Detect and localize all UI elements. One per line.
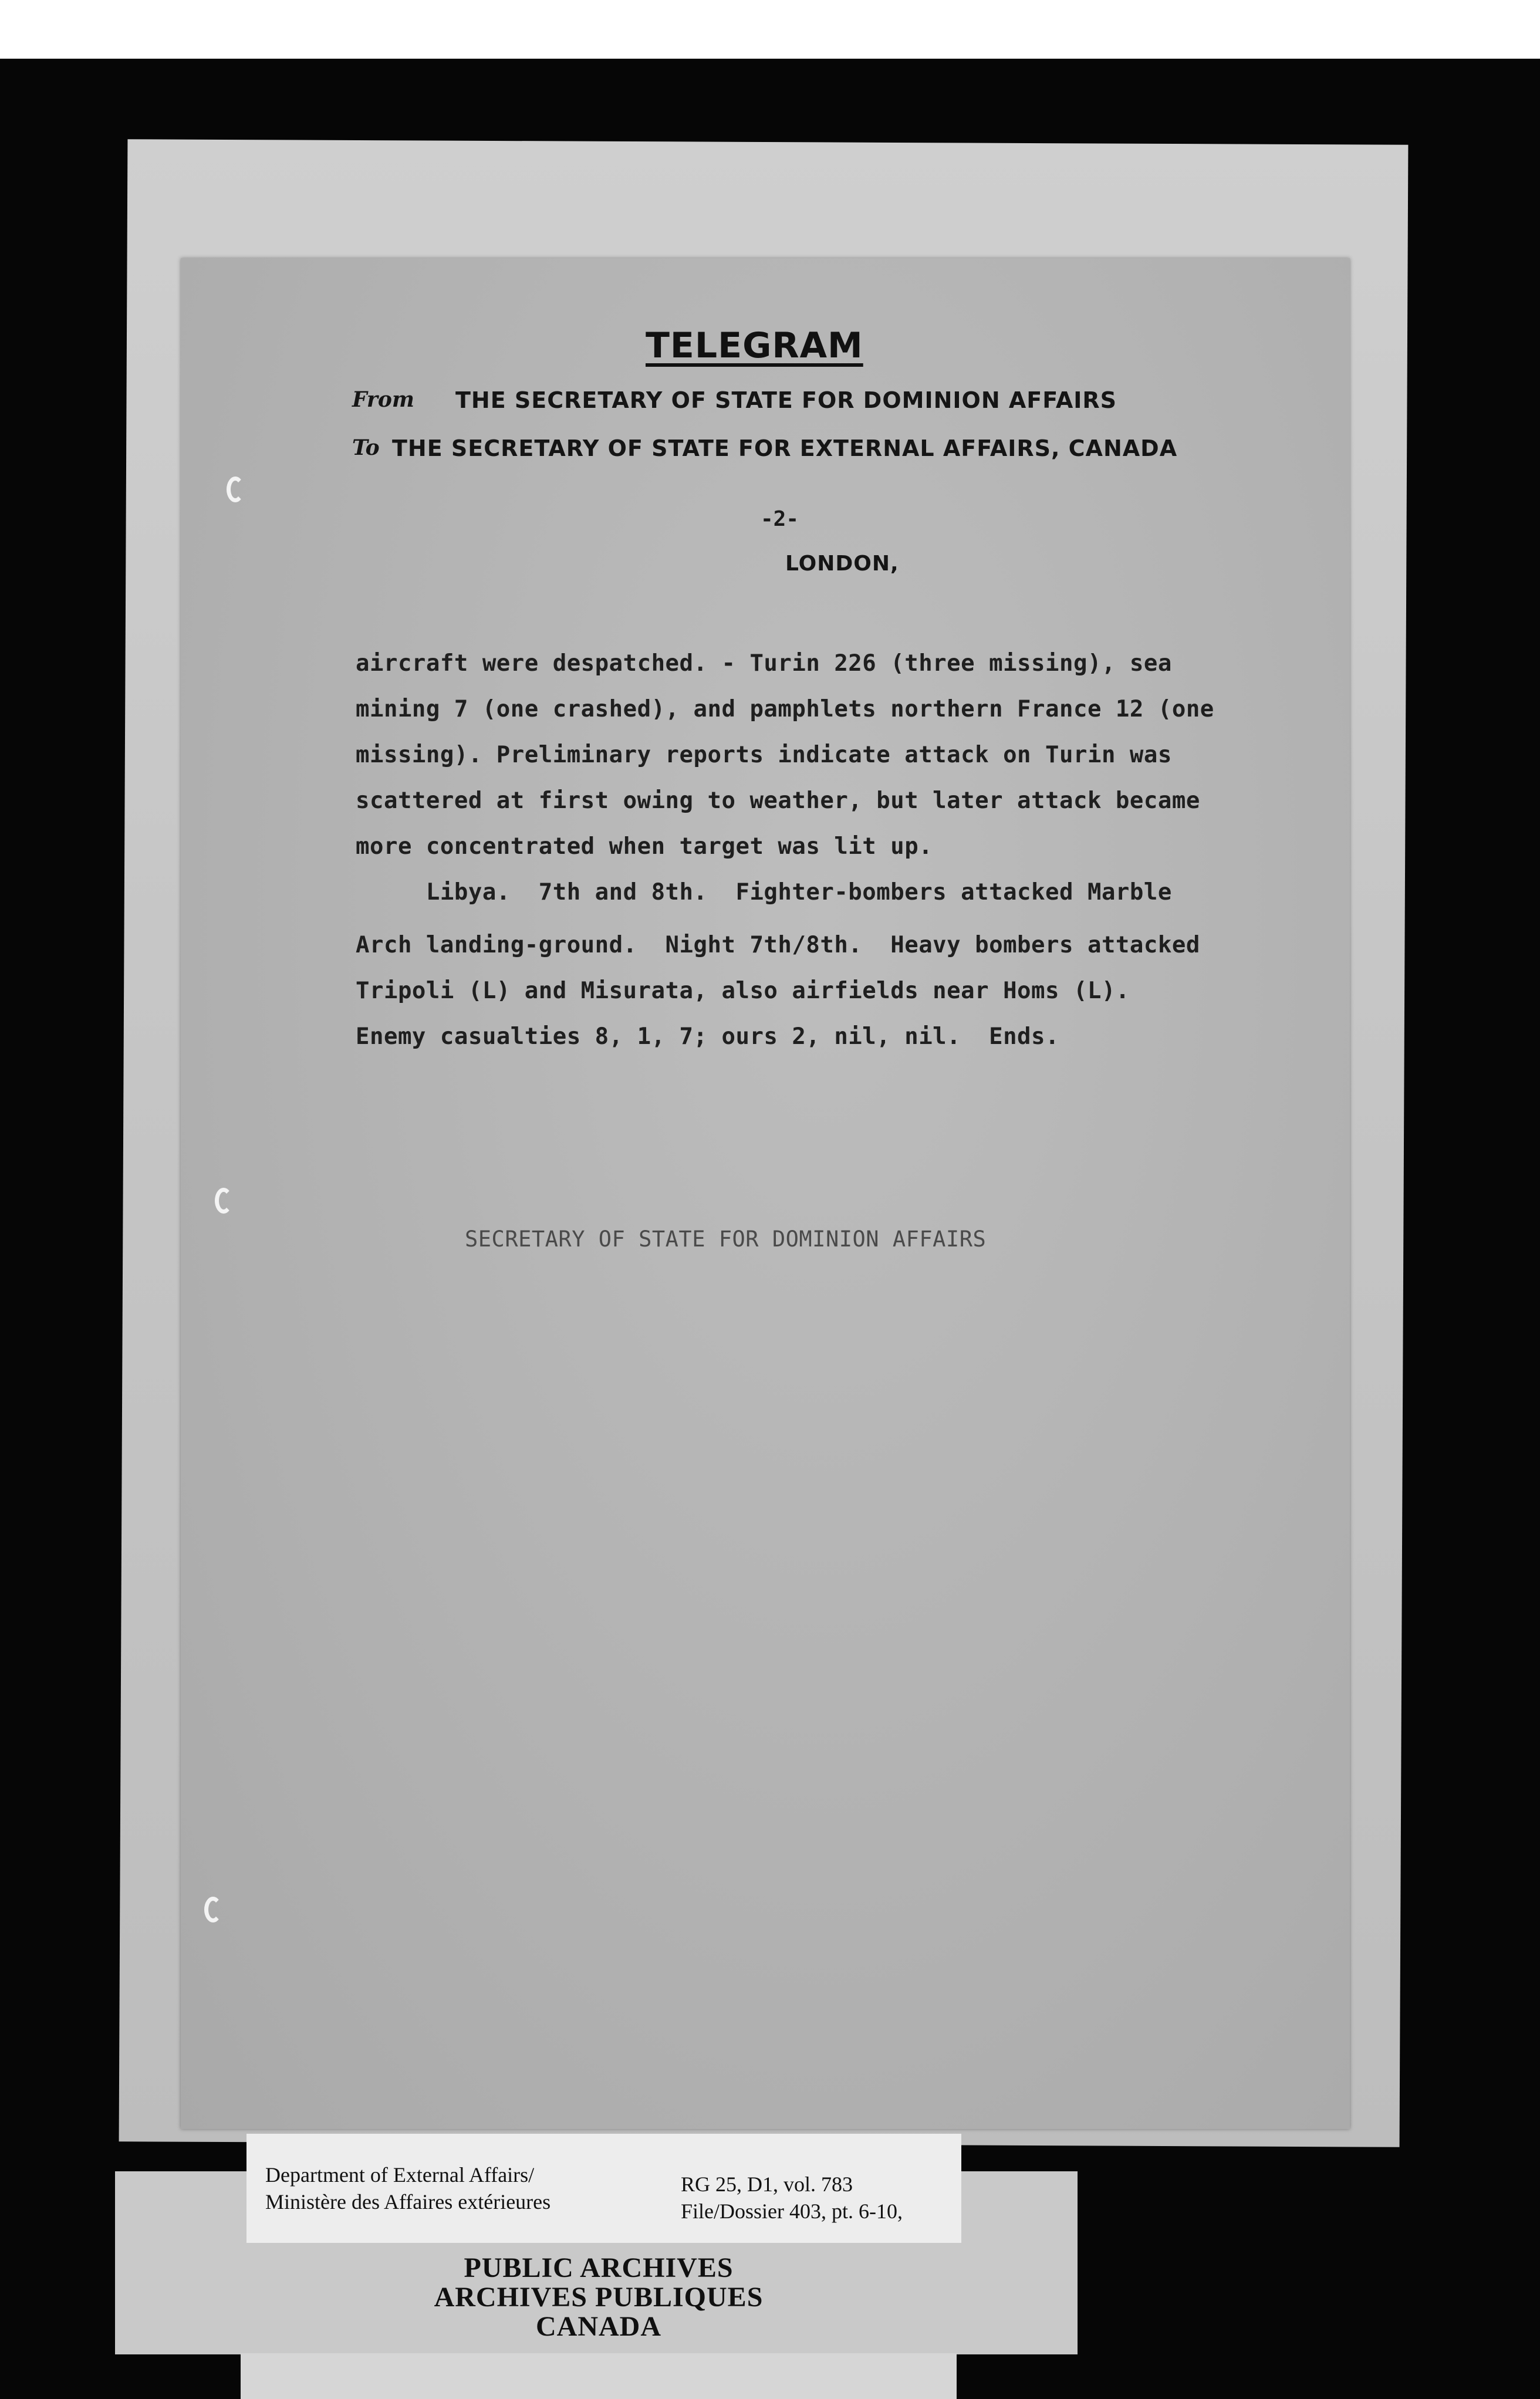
body-line: aircraft were despatched. - Turin 226 (three missing), sea xyxy=(356,650,1172,677)
department-en: Department of External Affairs/ xyxy=(265,2163,535,2187)
punch-hole-top xyxy=(227,477,244,502)
stamp-line: CANADA xyxy=(536,2311,661,2342)
body-line: Enemy casualties 8, 1, 7; ours 2, nil, nil. Ends. xyxy=(356,1023,1059,1050)
stamp-line: ARCHIVES PUBLIQUES xyxy=(434,2282,764,2313)
signature-line: SECRETARY OF STATE FOR DOMINION AFFAIRS xyxy=(465,1226,987,1252)
body-line: more concentrated when target was lit up. xyxy=(356,833,933,860)
stamp-line: PUBLIC ARCHIVES xyxy=(464,2252,734,2283)
place-name: LONDON, xyxy=(785,552,899,576)
telegram-page xyxy=(181,258,1350,2129)
punch-hole-middle xyxy=(215,1188,232,1214)
body-line: Libya. 7th and 8th. Fighter-bombers attacked Marble xyxy=(356,879,1172,905)
archive-reference-card xyxy=(246,2134,961,2243)
body-line: mining 7 (one crashed), and pamphlets northern France 12 (one xyxy=(356,696,1214,722)
department-fr: Ministère des Affaires extérieures xyxy=(265,2190,551,2214)
file-reference: File/Dossier 403, pt. 6-10, xyxy=(681,2199,903,2223)
from-text: THE SECRETARY OF STATE FOR DOMINION AFFAIRS xyxy=(455,387,1117,413)
label-strip-bottom xyxy=(241,2353,957,2399)
telegram-title: TELEGRAM xyxy=(646,325,863,366)
record-group-reference: RG 25, D1, vol. 783 xyxy=(681,2172,853,2196)
page-number: -2- xyxy=(761,507,799,531)
body-line: scattered at first owing to weather, but later attack became xyxy=(356,788,1200,814)
body-line: missing). Preliminary reports indicate attack on Turin was xyxy=(356,742,1172,768)
body-line: Arch landing-ground. Night 7th/8th. Heavy bombers attacked xyxy=(356,932,1200,958)
to-label: To xyxy=(352,435,380,460)
from-label: From xyxy=(352,387,414,412)
punch-hole-bottom xyxy=(204,1897,222,1922)
body-line: Tripoli (L) and Misurata, also airfields near Homs (L). xyxy=(356,978,1130,1004)
public-archives-stamp xyxy=(364,2253,833,2341)
to-text: THE SECRETARY OF STATE FOR EXTERNAL AFFAIRS, CANADA xyxy=(392,435,1178,461)
